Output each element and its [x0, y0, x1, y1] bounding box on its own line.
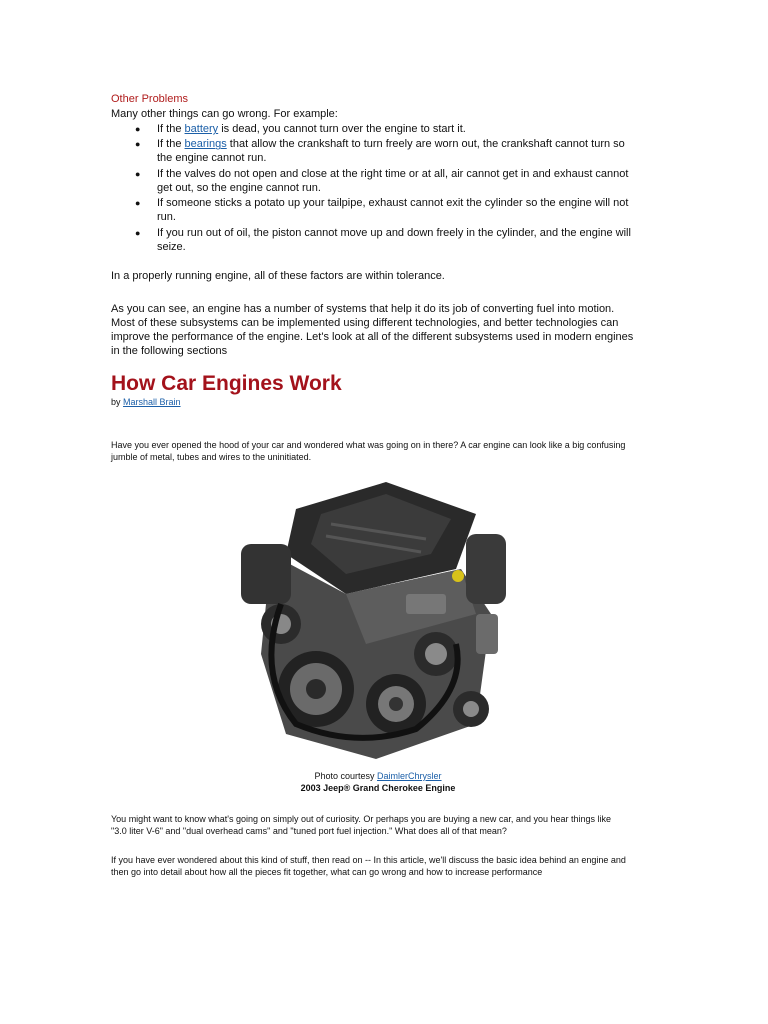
- bearings-link[interactable]: bearings: [184, 138, 227, 151]
- systems-paragraph: As you can see, an engine has a number of systems that help it do its job of converting fuel into motion. Most of these subsystems can be implemented using different technologies, and better technologies can improve the performance of the engine. Let's look at all of the different subsystems used in modern engines in the following sections: [111, 303, 634, 357]
- bullet-icon: ●: [135, 227, 141, 238]
- bullet-text: If the: [157, 138, 185, 151]
- list-item: [135, 196, 657, 224]
- article-intro: Have you ever opened the hood of your car and wondered what was going on in there? A car engine can look like a big confusing jumble of metal, tubes and wires to the uninitiated.: [111, 440, 626, 462]
- bullet-text: If the: [157, 123, 185, 135]
- curiosity-paragraph: You might want to know what's going on simply out of curiosity. Or perhaps you are buying a new car, and you hear things like "3.0 liter V-6" and "dual overhead cams" and "tuned port fuel injection." What does all of that mean?: [111, 814, 611, 836]
- read-on-paragraph: If you have ever wondered about this kind of stuff, then read on -- In this article, we'll discuss the basic idea behind an engine and then go into detail about how all the pieces fit together, what can go wrong and how to increase performance: [111, 855, 626, 877]
- tolerance-paragraph: In a properly running engine, all of these factors are within tolerance.: [111, 270, 445, 282]
- bullet-icon: ●: [135, 139, 141, 150]
- section-heading: Other Problems: [111, 93, 189, 105]
- author-link[interactable]: Marshall Brain: [123, 397, 181, 407]
- byline: by Marshall Brain: [111, 397, 181, 407]
- battery-link[interactable]: battery: [184, 123, 219, 135]
- intro-text: Many other things can go wrong. For example:: [111, 108, 338, 120]
- bullet-icon: ●: [135, 198, 141, 209]
- engine-photo: [226, 474, 530, 766]
- bullet-icon: ●: [135, 168, 141, 179]
- bullet-text: run.: [157, 211, 176, 224]
- bullet-text: the engine cannot run.: [157, 152, 267, 165]
- caption-title: 2003 Jeep® Grand Cherokee Engine: [300, 783, 456, 793]
- list-item: [135, 137, 657, 165]
- list-item: [135, 167, 657, 195]
- list-item: [135, 226, 657, 254]
- bullet-text: that allow the crankshaft to turn freely are worn out, the crankshaft cannot turn so: [226, 138, 625, 151]
- article-title: How Car Engines Work: [111, 372, 342, 395]
- bullet-text: If you run out of oil, the piston cannot move up and down freely in the cylinder, and the engine will: [157, 226, 631, 239]
- list-item: [135, 122, 657, 136]
- daimlerchrysler-link[interactable]: DaimlerChrysler: [377, 771, 442, 781]
- bullet-text: get out, so the engine cannot run.: [157, 181, 321, 194]
- bullet-text: If the valves do not open and close at the right time or at all, air cannot get in and exhaust cannot: [157, 167, 629, 180]
- bullet-icon: ●: [135, 124, 141, 134]
- photo-caption: Photo courtesy DaimlerChrysler 2003 Jeep® Grand Cherokee Engine: [300, 771, 456, 793]
- bullet-text: is dead, you cannot turn over the engine to start it.: [218, 123, 466, 135]
- bullet-text: seize.: [157, 240, 186, 253]
- bullet-text: If someone sticks a potato up your tailpipe, exhaust cannot exit the cylinder so the engine will not: [157, 197, 629, 210]
- problems-list: [135, 122, 657, 255]
